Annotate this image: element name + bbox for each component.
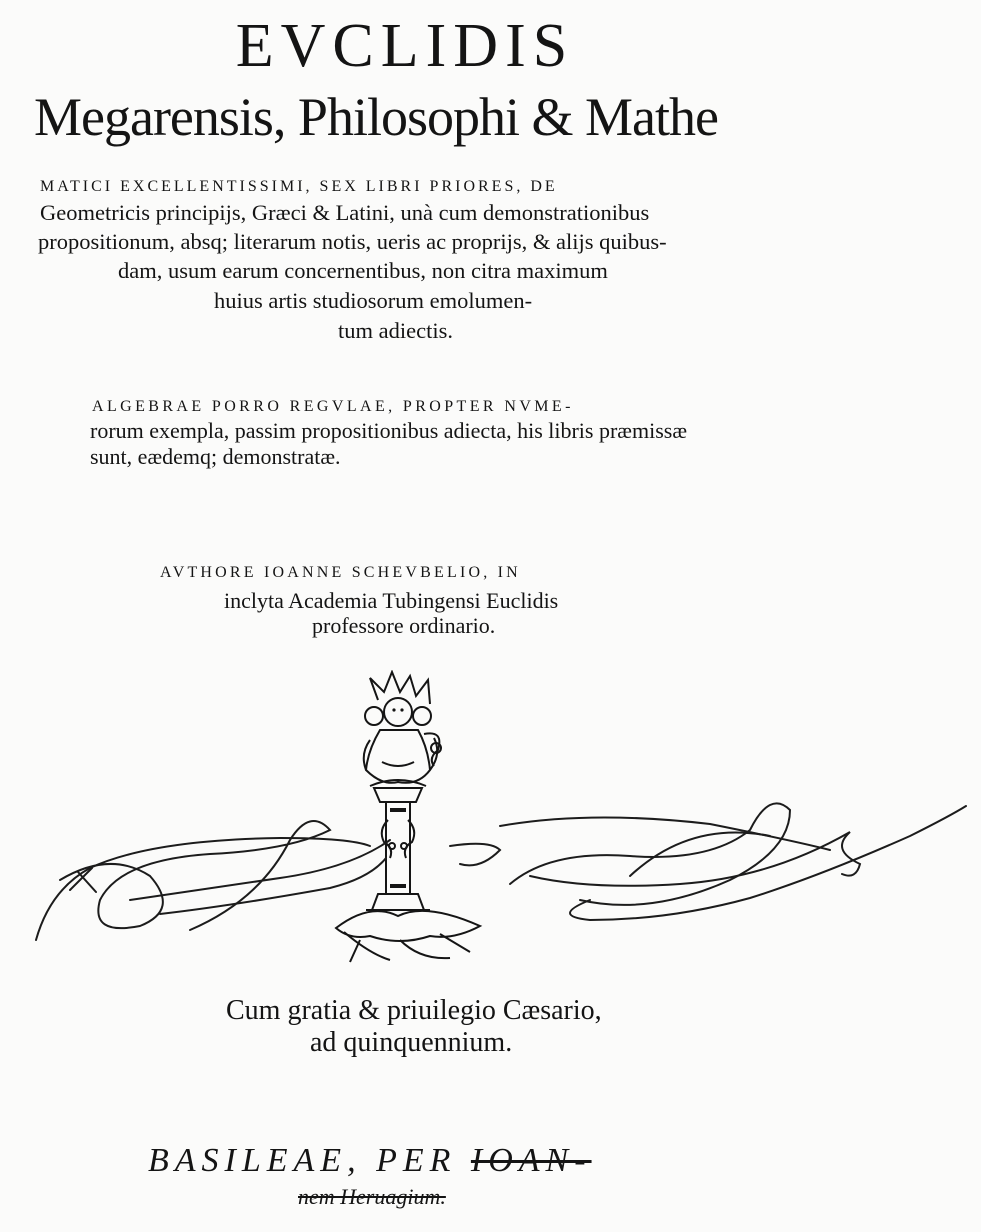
algebra-line: sunt, eædemq; demonstratæ.: [90, 444, 341, 469]
description-line: Geometricis principijs, Græci & Latini, unà cum demonstrationibus: [40, 200, 650, 225]
imprint-line-2: nem Heruagium.: [298, 1184, 446, 1209]
description-line: huius artis studiosorum emolumen-: [214, 288, 533, 313]
description-line: MATICI EXCELLENTISSIMI, SEX LIBRI PRIORES, DE: [40, 178, 558, 195]
author-line: inclyta Academia Tubingensi Euclidis: [224, 588, 559, 613]
algebra-line: rorum exempla, passim propositionibus adiecta, his libris præmissæ: [90, 418, 687, 443]
author-line: AVTHORE IOANNE SCHEVBELIO, IN: [160, 564, 521, 581]
imprint-place: BASILEAE, PER: [148, 1142, 457, 1179]
book-subtitle: Megarensis, Philosophi & Mathe: [34, 87, 718, 147]
handwritten-flourish: [30, 780, 970, 960]
description-line: dam, usum earum concernentibus, non citra maximum: [118, 258, 608, 283]
imprint-line-1: [148, 1142, 592, 1180]
author-line: professore ordinario.: [312, 613, 496, 638]
description-line: tum adiectis.: [338, 318, 453, 343]
imprint-struck-text: IOAN-: [470, 1142, 592, 1179]
privilege-line: ad quinquennium.: [310, 1027, 513, 1058]
book-title: EVCLIDIS: [235, 12, 575, 80]
privilege-line: Cum gratia & priuilegio Cæsario,: [226, 995, 602, 1026]
algebra-line: ALGEBRAE PORRO REGVLAE, PROPTER NVME-: [92, 398, 574, 415]
description-line: propositionum, absq; literarum notis, ueris ac proprijs, & alijs quibus-: [38, 229, 667, 254]
